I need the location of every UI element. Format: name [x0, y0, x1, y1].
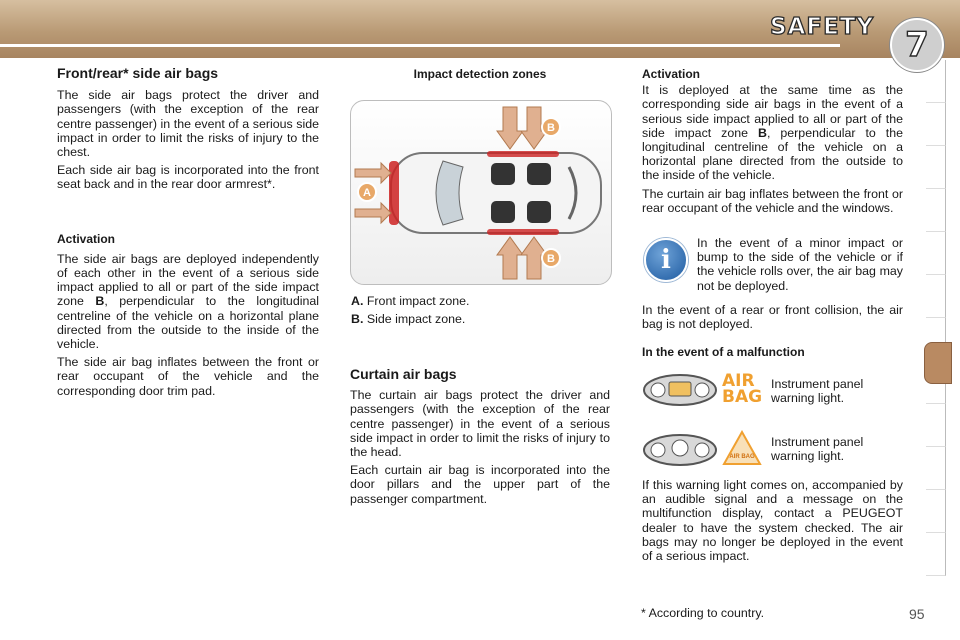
- side-arrow: [497, 237, 523, 279]
- diagram-heading-wrap: [350, 67, 610, 81]
- chapter-title: SAFETY: [770, 14, 875, 40]
- chapter-number: 7: [905, 25, 929, 65]
- warning-label: Instrument panel warning light.: [771, 435, 864, 464]
- subheading: Activation: [642, 67, 701, 81]
- paragraph: The side air bags protect the driver and passengers (with the exception of the rear centre passenger) in the event of a serious side impact in order to limit the risks of injury to the chest.: [57, 88, 319, 160]
- instrument-panel-icon: [642, 432, 722, 468]
- triangle-icon: [722, 430, 762, 466]
- info-note: [697, 236, 903, 297]
- paragraph: The curtain air bag inflates between the front or rear occupant of the vehicle and the windows.: [642, 186, 903, 215]
- front-arrow: [355, 163, 391, 183]
- paragraph: The curtain air bags protect the driver and passengers (with the exception of the rear centre passenger) in the event of a serious side impact in order to limit the risks of injury to the head.: [350, 388, 610, 460]
- airbag-triangle-icon: [722, 430, 762, 466]
- paragraph: In the event of a rear or front collision, the air bag is not deployed.: [642, 303, 903, 332]
- caption-key: A.: [351, 294, 364, 308]
- zone-marker-b-label: B: [547, 122, 555, 134]
- zone-marker-a-label: A: [363, 187, 371, 199]
- side-impact-zone: [487, 151, 559, 157]
- airbag-word: BAG: [722, 387, 763, 407]
- warning-label: Instrument panel warning light.: [771, 377, 864, 406]
- zone-label: B: [758, 125, 767, 140]
- caption-key: B.: [351, 312, 364, 326]
- paragraph: The side air bag inflates between the front or rear occupant of the vehicle and the corresponding door trim pad.: [57, 355, 319, 398]
- side-tab[interactable]: [926, 490, 946, 533]
- triangle-text: AIR BAG: [729, 454, 755, 460]
- section-heading: Curtain air bags: [350, 366, 457, 382]
- paragraph: Each side air bag is incorporated into the front seat back and in the rear door armrest*.: [57, 163, 319, 192]
- left-column: [57, 66, 319, 402]
- caption-text: Front impact zone.: [366, 294, 470, 308]
- right-column: [642, 67, 903, 219]
- seat: [527, 163, 551, 185]
- impact-zones-diagram: [350, 100, 612, 285]
- airbag-word: AIR: [722, 371, 755, 391]
- caption-a: [351, 294, 469, 308]
- text: , perpendicular to the longitudinal centreline of the vehicle on a horizontal plane directed from the outside to the inside of the vehicle.: [642, 125, 903, 183]
- footnote: * According to country.: [641, 606, 765, 620]
- windscreen: [436, 161, 463, 225]
- seat: [491, 163, 515, 185]
- warning-label-2: [771, 435, 891, 467]
- side-tabs: [926, 60, 946, 572]
- caption-text: Side impact zone.: [366, 312, 466, 326]
- side-tab[interactable]: [926, 447, 946, 490]
- side-tab[interactable]: [926, 404, 946, 447]
- paragraph: In the event of a minor impact or bump to the side of the vehicle or if the vehicle rolls over, the air bag may not be deployed.: [697, 236, 903, 293]
- front-impact-zone: [389, 161, 399, 225]
- subheading: In the event of a malfunction: [642, 345, 805, 360]
- side-arrow: [497, 107, 523, 149]
- middle-column: [350, 367, 610, 510]
- side-impact-zone: [487, 229, 559, 235]
- side-tab[interactable]: [926, 533, 946, 576]
- subheading: Activation: [57, 231, 116, 246]
- caption-b: [351, 312, 465, 326]
- paragraph: [57, 252, 319, 351]
- side-tab[interactable]: [926, 146, 946, 189]
- info-icon: i: [644, 238, 688, 282]
- seat: [527, 201, 551, 223]
- side-tab[interactable]: [926, 189, 946, 232]
- right-column-lower: [642, 303, 903, 360]
- paragraph: If this warning light comes on, accompanied by an audible signal and a message on the multifunction display, contact a PEUGEOT dealer to have the system checked. The air bags may no longer be deployed in the event of a serious impact.: [642, 478, 903, 564]
- seat: [491, 201, 515, 223]
- warning-label-1: [771, 377, 891, 409]
- header-rule: [0, 44, 840, 47]
- zone-marker-b-label: B: [547, 253, 555, 265]
- paragraph: Each curtain air bag is incorporated into the door pillars and the upper part of the passenger compartment.: [350, 463, 610, 506]
- diagram-heading: Impact detection zones: [413, 67, 547, 81]
- front-arrow: [355, 203, 391, 223]
- paragraph: [642, 83, 903, 182]
- text: It is deployed at the same time as the corresponding side air bags in the event of a serious side impact applied to all or part of the side impact zone: [642, 83, 903, 140]
- side-tab[interactable]: [926, 232, 946, 275]
- car-top-view: [351, 101, 611, 284]
- page-number: 95: [909, 606, 925, 622]
- section-heading: Front/rear* side air bags: [57, 65, 219, 81]
- side-tab[interactable]: [926, 275, 946, 318]
- malfunction-note: [642, 478, 903, 567]
- airbag-warning-icon: [722, 373, 762, 405]
- side-tab[interactable]: [926, 103, 946, 146]
- side-tab-active[interactable]: [924, 342, 952, 384]
- text: , perpendicular to the longitudinal centreline of the vehicle on a horizontal plane directed from the outside to the inside of the vehicle.: [57, 294, 320, 352]
- text: The side air bags are deployed independently of each other in the event of a serious side impact applied to all or part of the side impact zone: [57, 251, 319, 309]
- side-tab[interactable]: [926, 60, 946, 103]
- zone-label: B: [95, 294, 105, 309]
- airbag-triangle-row: [642, 432, 722, 468]
